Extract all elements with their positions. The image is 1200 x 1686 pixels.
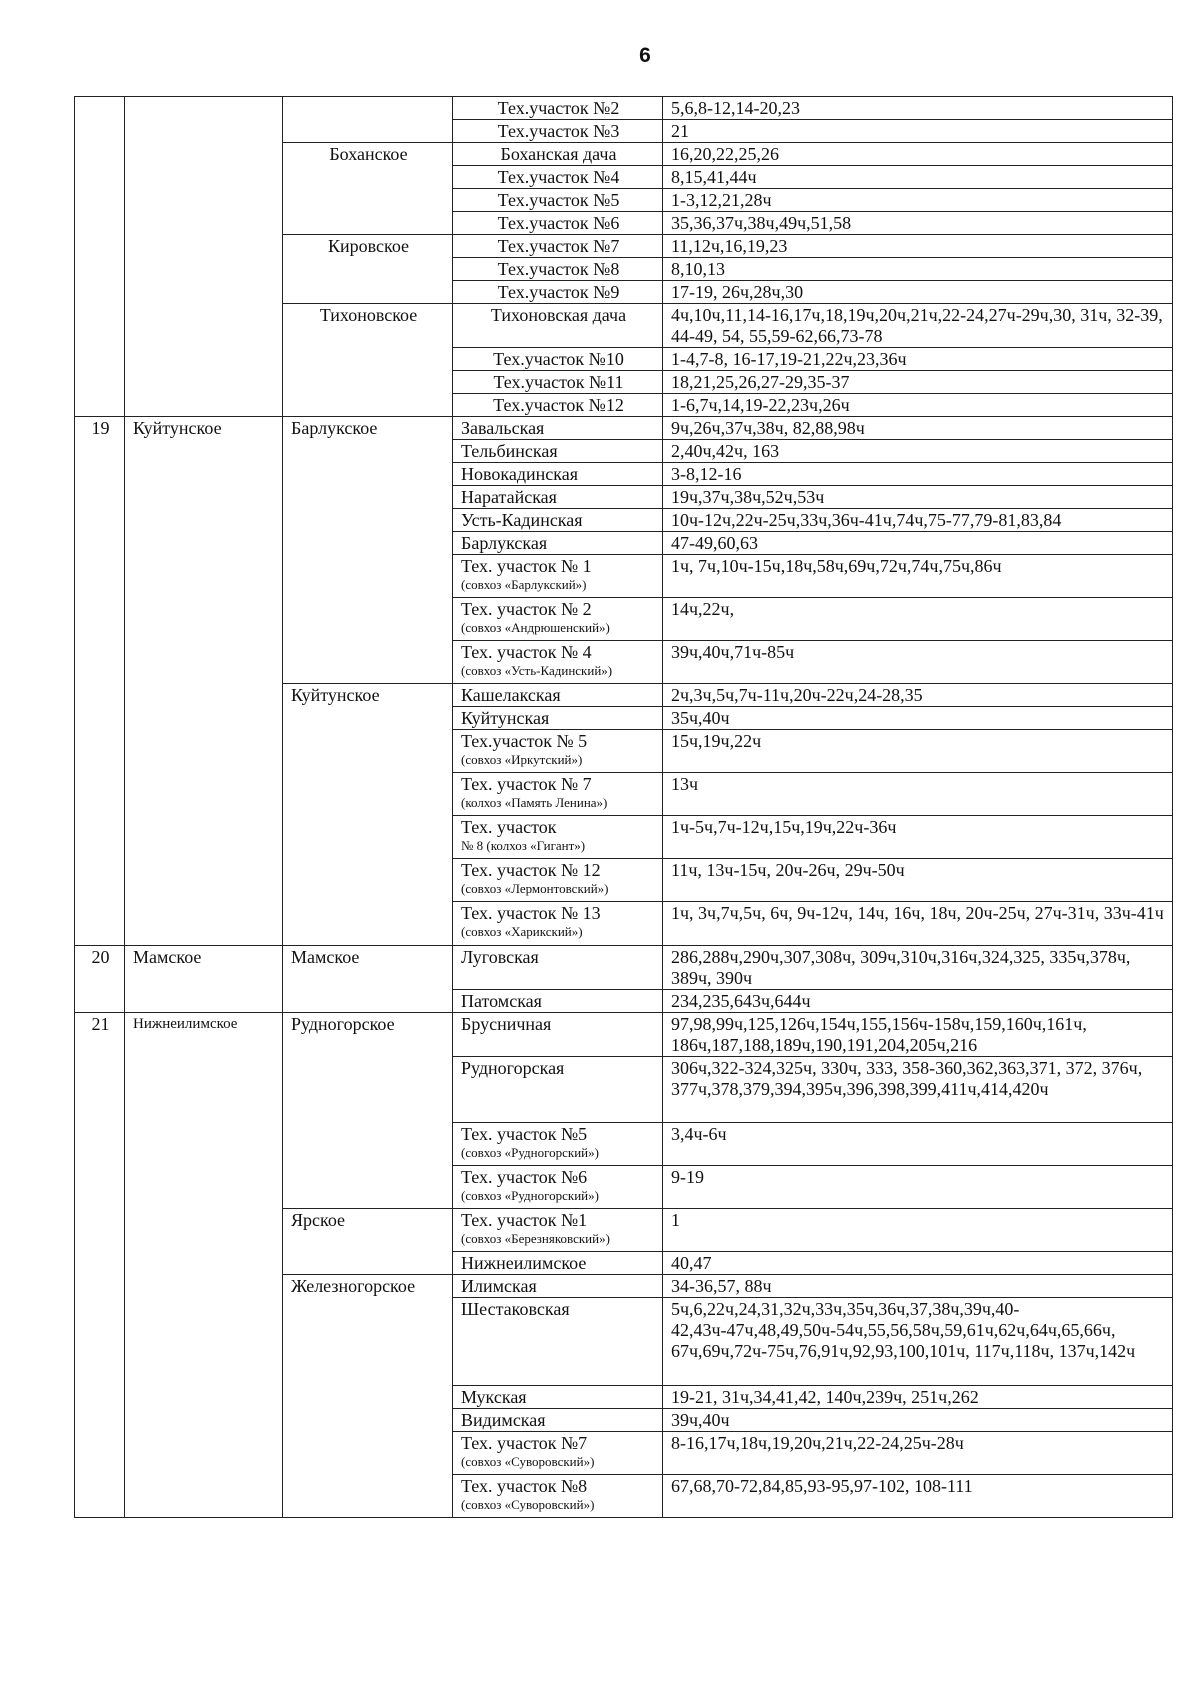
district-cell: Тех.участок №5 <box>453 189 663 212</box>
municipality-cell: Мамское <box>125 946 283 1013</box>
quarters-cell: 16,20,22,25,26 <box>663 143 1173 166</box>
row-number-cell: 21 <box>75 1013 125 1518</box>
district-cell: Тех.участок №2 <box>453 97 663 120</box>
district-note: (совхоз «Березняковский») <box>461 1231 610 1246</box>
district-note: (колхоз «Память Ленина») <box>461 795 608 810</box>
quarters-cell: 9-19 <box>663 1166 1173 1209</box>
quarters-cell: 14ч,22ч, <box>663 598 1173 641</box>
district-cell <box>453 1432 663 1475</box>
district-cell: Тех.участок №3 <box>453 120 663 143</box>
district-cell <box>453 816 663 859</box>
table-row <box>75 97 1173 120</box>
quarters-cell: 1ч-5ч,7ч-12ч,15ч,19ч,22ч-36ч <box>663 816 1173 859</box>
district-cell: Тех.участок №4 <box>453 166 663 189</box>
district-cell: Тех.участок №12 <box>453 394 663 417</box>
row-number-cell <box>75 97 125 417</box>
quarters-cell: 11ч, 13ч-15ч, 20ч-26ч, 29ч-50ч <box>663 859 1173 902</box>
district-name: Тех. участок № 4 <box>461 642 592 662</box>
quarters-cell: 11,12ч,16,19,23 <box>663 235 1173 258</box>
district-cell: Завальская <box>453 417 663 440</box>
district-name: Тех.участок № 5 <box>461 731 588 751</box>
district-note: (совхоз «Усть-Кадинский») <box>461 663 613 678</box>
district-name: Тех. участок №7 <box>461 1433 588 1453</box>
quarters-cell: 8,15,41,44ч <box>663 166 1173 189</box>
district-cell <box>453 730 663 773</box>
quarters-cell: 1-4,7-8, 16-17,19-21,22ч,23,36ч <box>663 348 1173 371</box>
district-cell: Рудногорская <box>453 1057 663 1123</box>
district-cell: Тех.участок №7 <box>453 235 663 258</box>
quarters-cell: 1-6,7ч,14,19-22,23ч,26ч <box>663 394 1173 417</box>
quarters-cell: 1ч, 7ч,10ч-15ч,18ч,58ч,69ч,72ч,74ч,75ч,86ч <box>663 555 1173 598</box>
district-cell: Кашелакская <box>453 684 663 707</box>
quarters-cell: 1-3,12,21,28ч <box>663 189 1173 212</box>
forestry-cell: Куйтунское <box>283 684 453 946</box>
quarters-cell: 13ч <box>663 773 1173 816</box>
district-cell: Тех.участок №11 <box>453 371 663 394</box>
district-cell: Тех.участок №10 <box>453 348 663 371</box>
district-cell: Патомская <box>453 990 663 1013</box>
quarters-cell: 2ч,3ч,5ч,7ч-11ч,20ч-22ч,24-28,35 <box>663 684 1173 707</box>
district-cell: Брусничная <box>453 1013 663 1057</box>
quarters-cell: 39ч,40ч,71ч-85ч <box>663 641 1173 684</box>
row-number-cell: 20 <box>75 946 125 1013</box>
district-cell: Наратайская <box>453 486 663 509</box>
district-name: Тех. участок №8 <box>461 1476 588 1496</box>
forestry-cell: Ярское <box>283 1209 453 1275</box>
district-cell <box>453 598 663 641</box>
district-cell: Илимская <box>453 1275 663 1298</box>
quarters-cell: 18,21,25,26,27-29,35-37 <box>663 371 1173 394</box>
quarters-cell: 2,40ч,42ч, 163 <box>663 440 1173 463</box>
district-name: Тех. участок <box>461 817 557 837</box>
quarters-cell: 3,4ч-6ч <box>663 1123 1173 1166</box>
quarters-cell: 306ч,322-324,325ч, 330ч, 333, 358-360,362,363,371, 372, 376ч, 377ч,378,379,394,395ч,396,398,399,411ч,414,420ч <box>663 1057 1173 1123</box>
quarters-cell: 1 <box>663 1209 1173 1252</box>
quarters-cell: 97,98,99ч,125,126ч,154ч,155,156ч-158ч,159,160ч,161ч, 186ч,187,188,189ч,190,191,204,205ч,216 <box>663 1013 1173 1057</box>
district-name: Тех. участок № 7 <box>461 774 592 794</box>
district-cell <box>453 555 663 598</box>
quarters-cell: 17-19, 26ч,28ч,30 <box>663 281 1173 304</box>
municipality-cell: Куйтунское <box>125 417 283 946</box>
district-cell: Тех.участок №9 <box>453 281 663 304</box>
forestry-cell <box>283 97 453 143</box>
quarters-cell: 47-49,60,63 <box>663 532 1173 555</box>
quarters-cell: 5ч,6,22ч,24,31,32ч,33ч,35ч,36ч,37,38ч,39ч,40-42,43ч-47ч,48,49,50ч-54ч,55,56,58ч,59,61ч,62ч,64ч,65,66ч, 67ч,69ч,72ч-75ч,76,91ч,92,93,100,101ч, 117ч,118ч, 137ч,142ч <box>663 1298 1173 1386</box>
district-note: (совхоз «Барлукский») <box>461 577 587 592</box>
table-row <box>75 1013 1173 1057</box>
district-cell: Видимская <box>453 1409 663 1432</box>
district-note: (совхоз «Иркутский») <box>461 752 583 767</box>
district-cell <box>453 1209 663 1252</box>
district-cell: Куйтунская <box>453 707 663 730</box>
forestry-cell: Барлукское <box>283 417 453 684</box>
district-note: (совхоз «Суворовский») <box>461 1497 595 1512</box>
district-note: (совхоз «Рудногорский») <box>461 1188 599 1203</box>
forestry-cell: Боханское <box>283 143 453 235</box>
district-name: Тех. участок № 2 <box>461 599 592 619</box>
quarters-cell: 8,10,13 <box>663 258 1173 281</box>
quarters-cell: 19-21, 31ч,34,41,42, 140ч,239ч, 251ч,262 <box>663 1386 1173 1409</box>
district-cell: Новокадинская <box>453 463 663 486</box>
quarters-cell: 5,6,8-12,14-20,23 <box>663 97 1173 120</box>
quarters-cell: 35ч,40ч <box>663 707 1173 730</box>
district-cell: Луговская <box>453 946 663 990</box>
forest-quarters-table <box>74 96 1173 1518</box>
quarters-cell: 39ч,40ч <box>663 1409 1173 1432</box>
district-cell: Нижнеилимское <box>453 1252 663 1275</box>
district-name: Тех. участок № 13 <box>461 903 601 923</box>
district-cell: Тихоновская дача <box>453 304 663 348</box>
district-cell <box>453 1475 663 1518</box>
district-note: (совхоз «Суворовский») <box>461 1454 595 1469</box>
district-cell: Усть-Кадинская <box>453 509 663 532</box>
district-note: (совхоз «Лермонтовский») <box>461 881 609 896</box>
district-note: (совхоз «Харикский») <box>461 924 583 939</box>
quarters-cell: 3-8,12-16 <box>663 463 1173 486</box>
district-note: № 8 (колхоз «Гигант») <box>461 838 586 853</box>
district-cell <box>453 641 663 684</box>
district-cell: Тельбинская <box>453 440 663 463</box>
district-note: (совхоз «Рудногорский») <box>461 1145 599 1160</box>
district-cell: Тех.участок №8 <box>453 258 663 281</box>
district-cell: Барлукская <box>453 532 663 555</box>
quarters-cell: 9ч,26ч,37ч,38ч, 82,88,98ч <box>663 417 1173 440</box>
quarters-cell: 67,68,70-72,84,85,93-95,97-102, 108-111 <box>663 1475 1173 1518</box>
quarters-cell: 35,36,37ч,38ч,49ч,51,58 <box>663 212 1173 235</box>
district-name: Тех. участок №1 <box>461 1210 588 1230</box>
forestry-cell: Железногорское <box>283 1275 453 1518</box>
district-cell: Боханская дача <box>453 143 663 166</box>
district-note: (совхоз «Андрюшенский») <box>461 620 610 635</box>
quarters-cell: 10ч-12ч,22ч-25ч,33ч,36ч-41ч,74ч,75-77,79-81,83,84 <box>663 509 1173 532</box>
municipality-cell <box>125 97 283 417</box>
district-cell <box>453 902 663 946</box>
table-row <box>75 946 1173 990</box>
district-cell <box>453 1166 663 1209</box>
quarters-cell: 21 <box>663 120 1173 143</box>
district-name: Тех. участок №6 <box>461 1167 588 1187</box>
table-row <box>75 417 1173 440</box>
forestry-cell: Кировское <box>283 235 453 304</box>
district-cell <box>453 773 663 816</box>
page-number: 6 <box>639 44 651 67</box>
quarters-cell: 234,235,643ч,644ч <box>663 990 1173 1013</box>
quarters-cell: 8-16,17ч,18ч,19,20ч,21ч,22-24,25ч-28ч <box>663 1432 1173 1475</box>
district-name: Тех. участок № 12 <box>461 860 601 880</box>
quarters-cell: 40,47 <box>663 1252 1173 1275</box>
row-number-cell: 19 <box>75 417 125 946</box>
quarters-cell: 15ч,19ч,22ч <box>663 730 1173 773</box>
forestry-cell: Рудногорское <box>283 1013 453 1209</box>
district-name: Тех. участок №5 <box>461 1124 588 1144</box>
forestry-cell: Мамское <box>283 946 453 1013</box>
quarters-cell: 19ч,37ч,38ч,52ч,53ч <box>663 486 1173 509</box>
district-name: Тех. участок № 1 <box>461 556 592 576</box>
forestry-cell: Тихоновское <box>283 304 453 417</box>
quarters-cell: 1ч, 3ч,7ч,5ч, 6ч, 9ч-12ч, 14ч, 16ч, 18ч, 20ч-25ч, 27ч-31ч, 33ч-41ч <box>663 902 1173 946</box>
quarters-cell: 4ч,10ч,11,14-16,17ч,18,19ч,20ч,21ч,22-24,27ч-29ч,30, 31ч, 32-39, 44-49, 54, 55,59-62,66,73-78 <box>663 304 1173 348</box>
quarters-cell: 34-36,57, 88ч <box>663 1275 1173 1298</box>
municipality-cell: Нижнеилимское <box>125 1013 283 1518</box>
district-cell <box>453 859 663 902</box>
district-cell: Мукская <box>453 1386 663 1409</box>
quarters-cell: 286,288ч,290ч,307,308ч, 309ч,310ч,316ч,324,325, 335ч,378ч, 389ч, 390ч <box>663 946 1173 990</box>
district-cell: Тех.участок №6 <box>453 212 663 235</box>
district-cell <box>453 1123 663 1166</box>
district-cell: Шестаковская <box>453 1298 663 1386</box>
